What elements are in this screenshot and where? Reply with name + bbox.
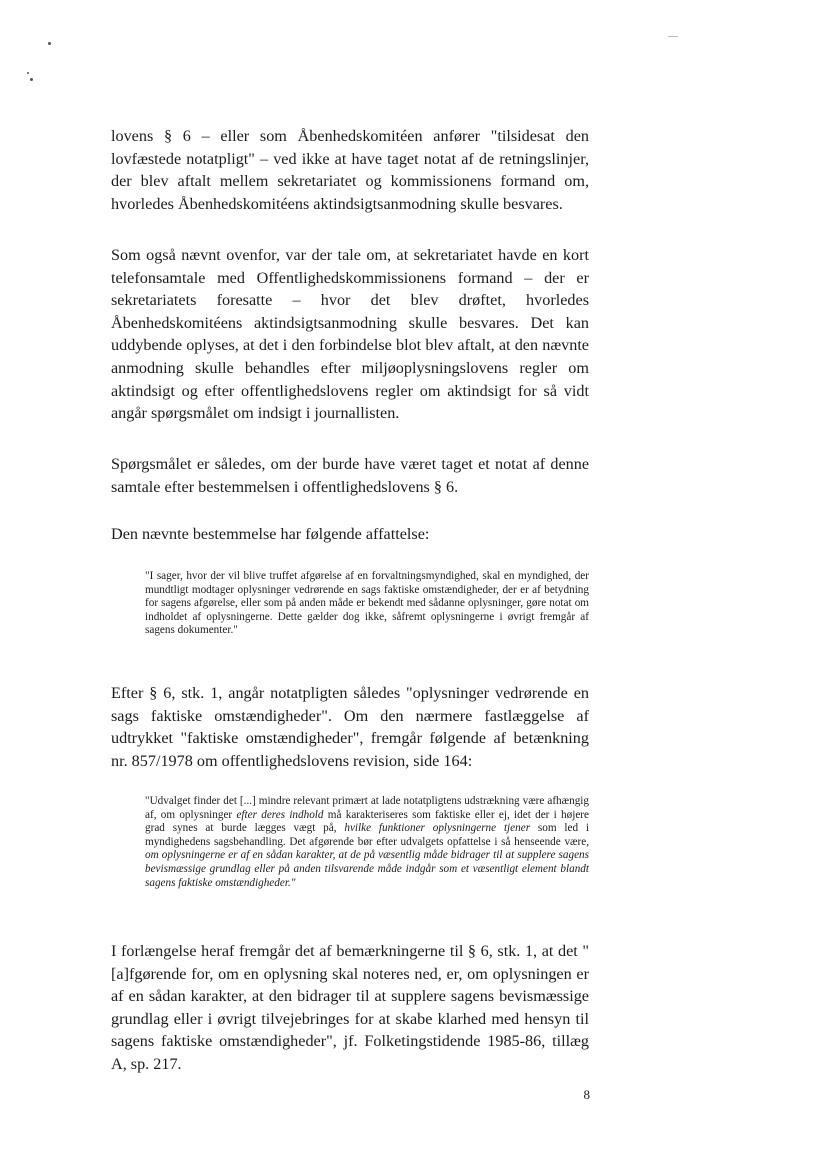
quote-2-emphasis: om oplysningerne er af en sådan karakter, at de på væsentlig måde bidrager til at supplere sagens bevismæssige grundlag eller på anden tilsvarende måde indgår som et væsentligt element blandt sagens faktiske omstændigheder." <box>145 849 589 889</box>
paragraph-5: Efter § 6, stk. 1, angår notatpligten således "oplysninger vedrørende en sags faktiske omstændigheder". Om den nærmere fastlæggelse af udtrykket "faktiske omstændigheder", fremgår følgende af betænkning nr. 857/1978 om offentlighedslovens revision, side 164: <box>111 684 589 770</box>
scan-speck <box>30 78 33 81</box>
paragraph-3: Spørgsmålet er således, om der burde have været taget et notat af denne samtale efter bestemmelsen i offentlighedslovens § 6. <box>111 455 589 496</box>
block-quote-1: "I sager, hvor der vil blive truffet afgørelse af en forvaltningsmyndighed, skal en myndighed, der mundtligt modtager oplysninger vedrørende en sags faktiske omstændigheder, der er af betydning for sagens afgørelse, eller som på anden måde er bekendt med sådanne oplysninger, gøre notat om indholdet af oplysningerne. Dette gælder dog ikke, såfremt oplysningerne i øvrigt fremgår af sagens dokumenter." <box>145 570 589 637</box>
scan-speck <box>27 72 29 74</box>
quote-2-text: som led i myndighedens sagsbehandling. Det afgørende bør efter udvalgets opfattelse i så henseende være, <box>145 822 589 848</box>
paragraph-6: I forlængelse heraf fremgår det af bemærkningerne til § 6, stk. 1, at det "[a]fgørende for, om en oplysning skal noteres ned, er, om oplysningen er af en sådan karakter, at den bidrager til at supplere sagens bevismæssige grundlag eller i øvrigt tilvejebringes for at skabe klarhed med hensyn til sagens faktiske omstændigheder", jf. Folketingstidende 1985-86, tillæg A, sp. 217. <box>111 942 589 1073</box>
paragraph-2: Som også nævnt ovenfor, var der tale om, at sekretariatet havde en kort telefonsamtale med Offentlighedskommissionens formand – der er sekretariatets foresatte – hvor det blev drøftet, hvorledes Åbenhedskomitéens aktindsigtsanmodning skulle besvares. Det kan uddybende oplyses, at det i den forbindelse blot blev aftalt, at den nævnte anmodning skulle behandles efter miljøoplysningslovens regler om aktindsigt og efter offentlighedslovens regler om aktindsigt for så vidt angår spørgsmålet om indsigt i journallisten. <box>111 246 589 423</box>
scan-speck <box>48 42 51 45</box>
page-number: 8 <box>583 1087 590 1102</box>
paragraph-4: Den nævnte bestemmelse har følgende affattelse: <box>111 525 430 543</box>
quote-2-text: må karakteriseres som faktiske eller ej, idet der i højere grad synes at burde lægges vægt på, <box>145 808 589 835</box>
scan-mark <box>668 36 678 37</box>
paragraph-1: lovens § 6 – eller som Åbenhedskomitéen anfører "tilsidesat den lovfæstede notatpligt" – ved ikke at have taget notat af de retningslinjer, der blev aftalt mellem sekretariatet og kommissionens formand om, hvorledes Åbenhedskomitéens aktindsigtsanmodning skulle besvares. <box>111 127 589 213</box>
quote-2-emphasis: hvilke funktioner oplysningerne tjener <box>344 822 531 835</box>
block-quote-2 <box>145 795 589 890</box>
quote-2-emphasis: efter deres indhold <box>236 808 324 821</box>
quote-2-text: "Udvalget finder det [...] mindre relevant primært at lade notatpligtens udstrækning være afhængig af, om oplysninger <box>145 795 589 821</box>
